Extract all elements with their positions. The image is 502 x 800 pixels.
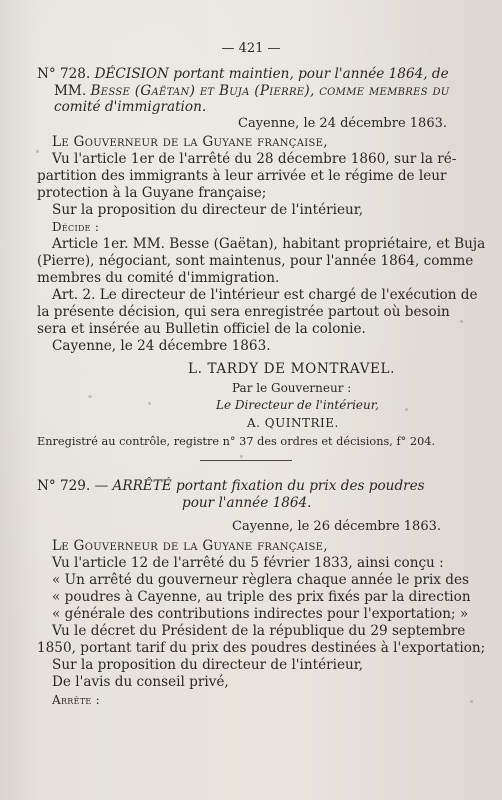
decree-728-article-1: (Pierre), négociant, sont maintenus, pour l'année 1864, comme (37, 253, 474, 269)
decree-729-title-line2: pour l'année 1864. (182, 495, 312, 511)
decree-729-title: — ARRÊTÉ portant fixation du prix des poudres (94, 478, 425, 494)
section-divider (200, 460, 292, 461)
decree-728-director-name: A. QUINTRIE. (247, 416, 339, 430)
decree-728-number: N° 728. (37, 66, 91, 82)
page-number: — 421 — (221, 41, 281, 56)
decree-728-registration: Enregistré au contrôle, registre n° 37 des ordres et décisions, f° 204. (37, 435, 436, 448)
decree-728-body-3: Sur la proposition du directeur de l'intérieur, (52, 202, 364, 218)
decree-728-director-title: Le Directeur de l'intérieur, (216, 398, 379, 412)
decree-728-authority: Le Gouverneur de la Guyane française, (52, 134, 328, 150)
paper-speck (36, 150, 39, 153)
decree-728-body-1: partition des immigrants à leur arrivée et le régime de leur (37, 168, 447, 184)
decree-728-decide: Décide : (52, 220, 100, 234)
decree-729-body-3: « générale des contributions indirectes pour l'exportation; » (52, 606, 469, 622)
decree-729-title-line1 (37, 478, 497, 495)
decree-728-place-date: Cayenne, le 24 décembre 1863. (238, 116, 447, 131)
decree-729-body-7: De l'avis du conseil privé, (52, 674, 229, 690)
decree-728-title-line1 (37, 66, 497, 83)
decree-728-title-line2 (54, 83, 494, 100)
paper-speck (240, 455, 243, 458)
decree-728-body-2: protection à la Guyane française; (37, 185, 267, 201)
decree-728-by-governor: Par le Gouverneur : (232, 381, 352, 395)
decree-728-title-line3: comité d'immigration. (54, 99, 207, 115)
decree-728-article-3: Art. 2. Le directeur de l'intérieur est chargé de l'exécution de (52, 287, 478, 303)
paper-speck (88, 395, 92, 398)
decree-729-body-1: « Un arrêté du gouverneur règlera chaque année le prix des (52, 572, 470, 588)
decree-729-arrete: Arrête : (52, 693, 100, 707)
decree-728-closing-date: Cayenne, le 24 décembre 1863. (52, 338, 271, 354)
decree-729-place-date: Cayenne, le 26 décembre 1863. (232, 519, 441, 534)
decree-728-article-4: la présente décision, qui sera enregistrée partout où besoin (37, 304, 450, 320)
decree-729-body-6: Sur la proposition du directeur de l'intérieur, (52, 657, 364, 673)
paper-speck (148, 402, 151, 405)
decree-729-body-0: Vu l'article 12 de l'arrêté du 5 février 1833, ainsi conçu : (52, 555, 444, 571)
decree-729-number: N° 729. (37, 478, 91, 494)
decree-728-article-0: Article 1er. MM. Besse (Gaëtan), habitant propriétaire, et Buja (52, 236, 486, 252)
decree-729-body-4: Vu le décret du Président de la république du 29 septembre (52, 623, 466, 639)
decree-729-body-2: « poudres à Cayenne, au triple des prix fixés par la direction (52, 589, 471, 605)
decree-728-article-2: membres du comité d'immigration. (37, 270, 280, 286)
decree-728-mm: MM. (54, 83, 91, 99)
decree-728-title: DÉCISION portant maintien, pour l'année 1864, de (94, 66, 449, 82)
decree-728-names: Besse (Gaëtan) et Buja (Pierre), comme membres du (90, 83, 450, 99)
decree-729-body-5: 1850, portant tarif du prix des poudres destinées à l'exportation; (37, 640, 486, 656)
decree-729-authority: Le Gouverneur de la Guyane française, (52, 538, 328, 554)
decree-728-article-5: sera et insérée au Bulletin officiel de la colonie. (37, 321, 366, 337)
decree-728-body-0: Vu l'article 1er de l'arrêté du 28 décembre 1860, sur la ré- (52, 151, 457, 167)
decree-728-signatory: L. TARDY DE MONTRAVEL. (188, 361, 396, 377)
